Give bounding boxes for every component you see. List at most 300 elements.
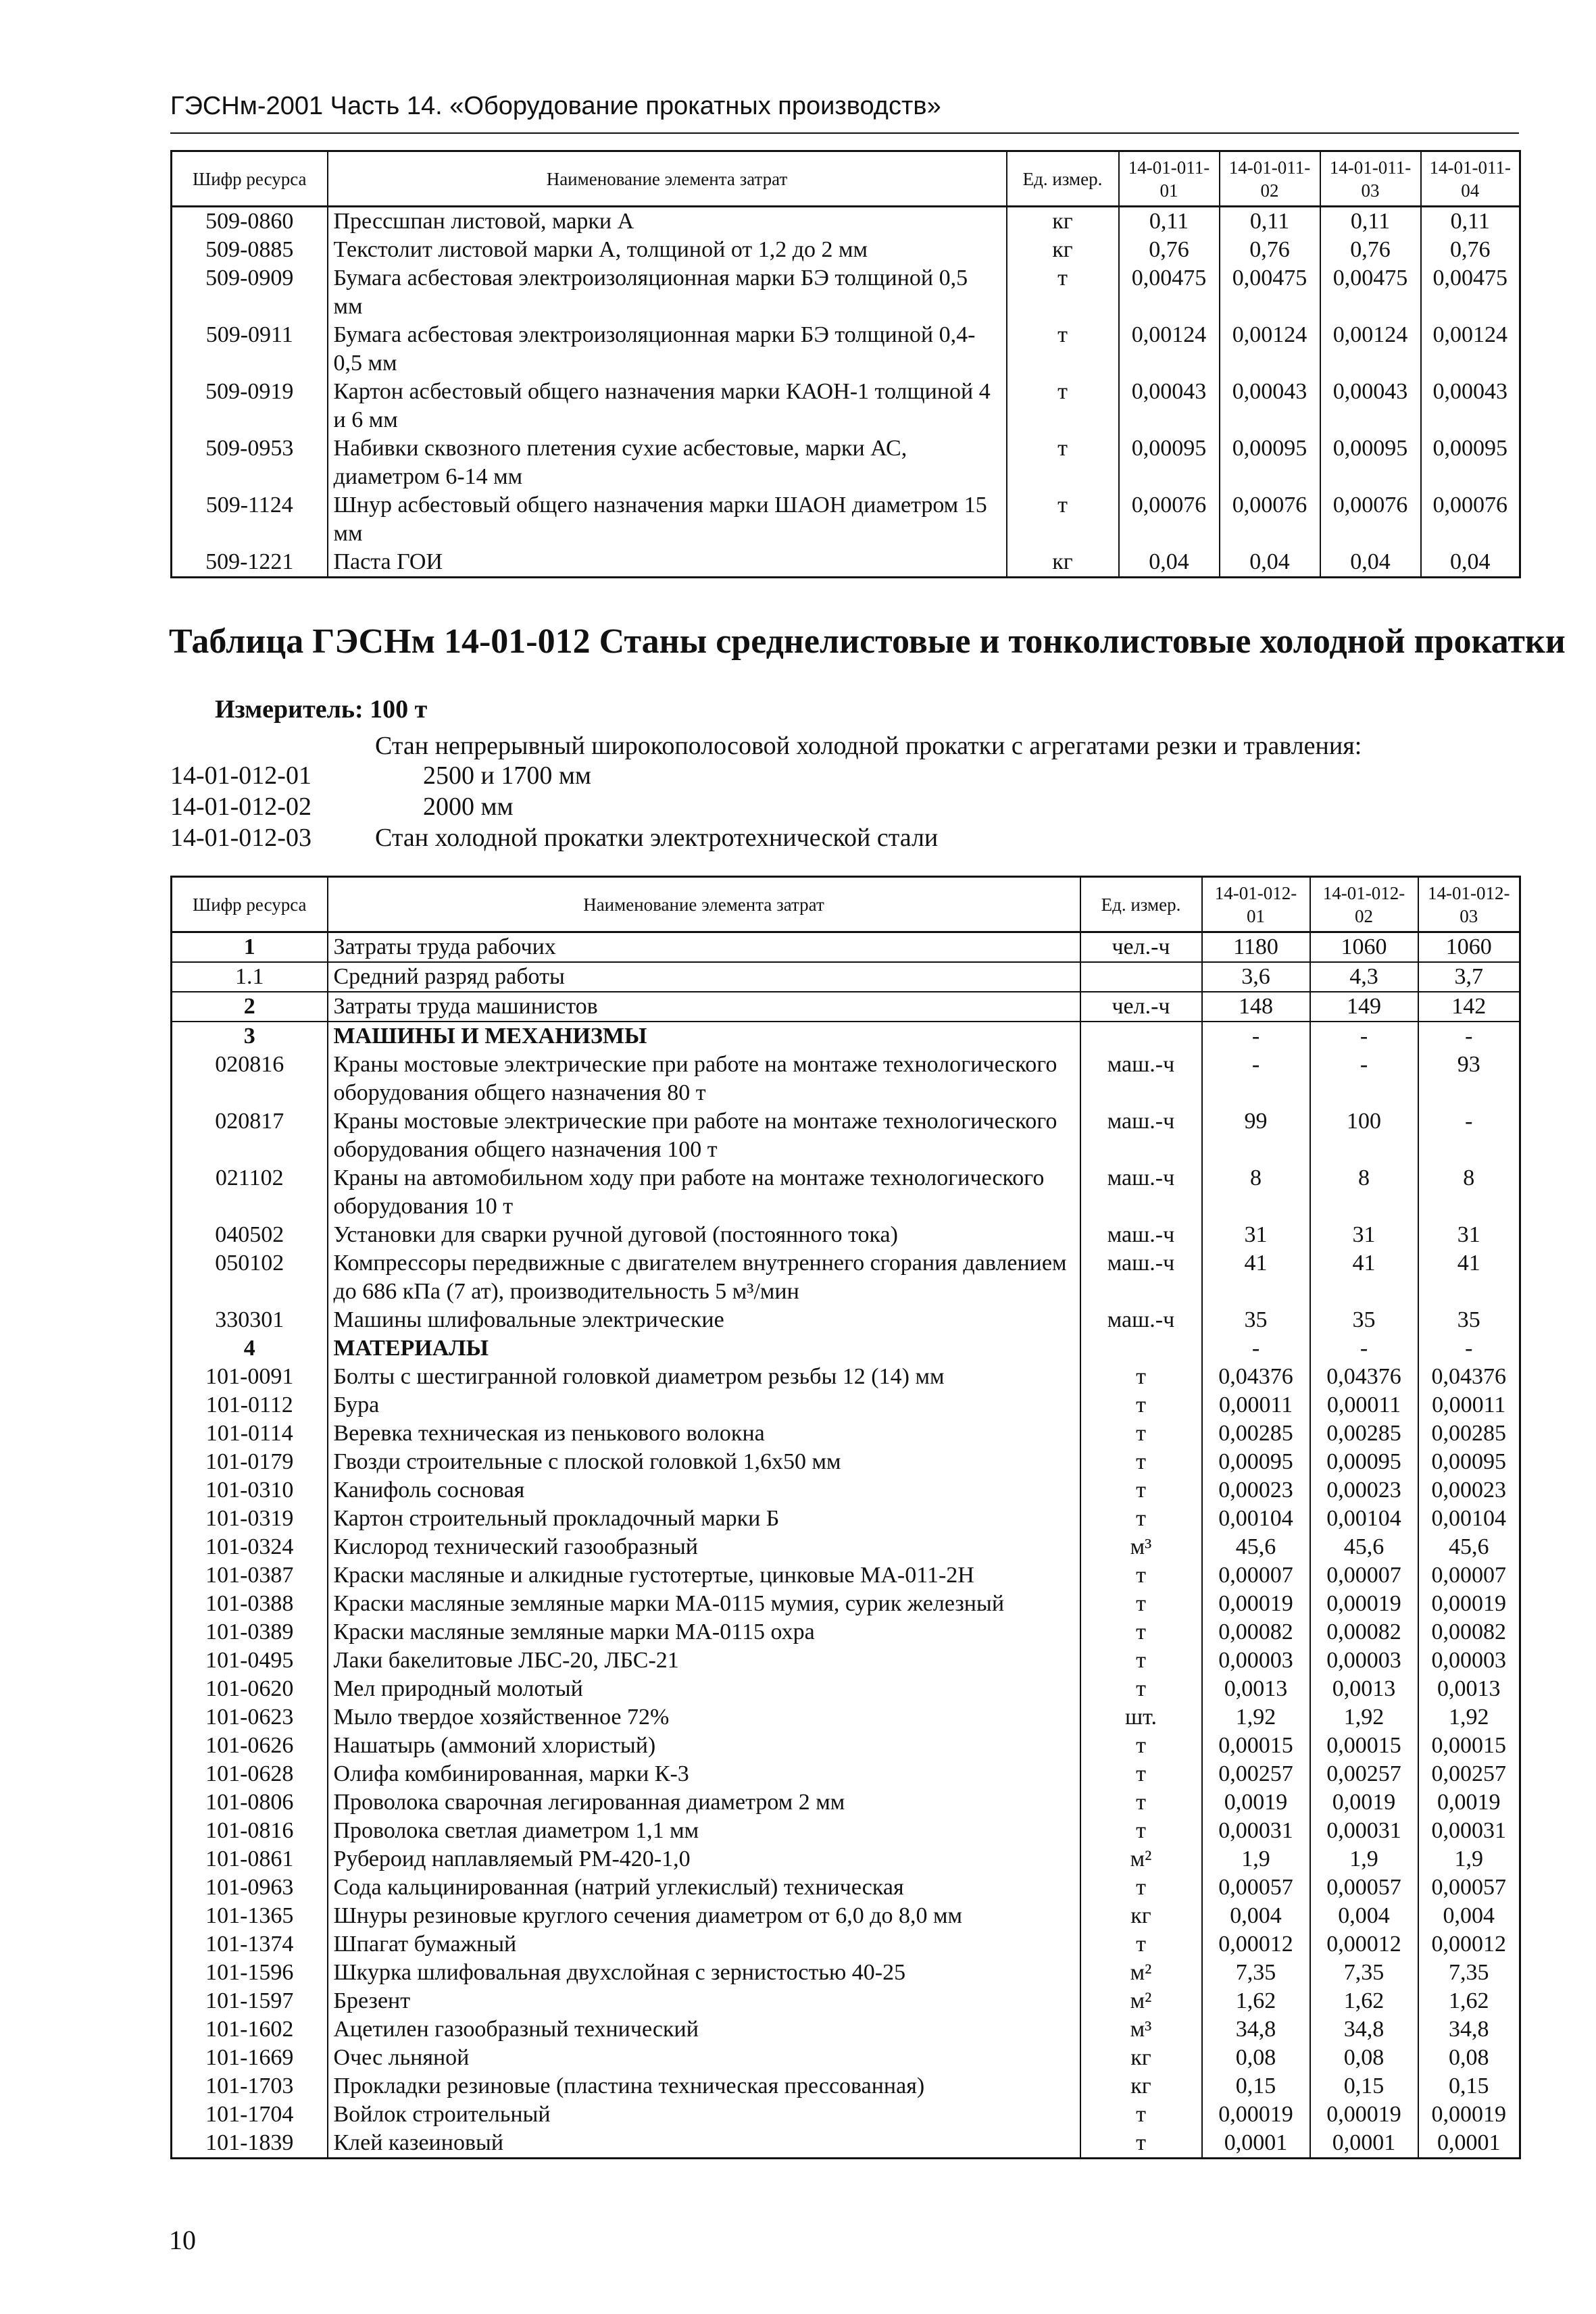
resource-code-cell: 020816 xyxy=(172,1051,328,1107)
table-row xyxy=(172,236,1520,264)
value-cell: 1,92 xyxy=(1202,1703,1310,1732)
unit-cell: м³ xyxy=(1080,2015,1202,2044)
resource-code-cell: 101-0091 xyxy=(172,1363,328,1391)
value-cell: 0,00124 xyxy=(1320,321,1421,378)
value-cell: 0,00095 xyxy=(1432,436,1507,461)
unit-cell: кг xyxy=(1007,548,1119,578)
cost-element-cell: Ацетилен газообразный технический xyxy=(328,2015,1080,2044)
cost-element-cell: Брезент xyxy=(328,1987,1080,2015)
meter-value: 100 т xyxy=(370,695,428,724)
unit-cell: т xyxy=(1080,1675,1202,1703)
value-cell: - xyxy=(1465,1024,1473,1049)
cost-element-cell: Кислород технический газообразный xyxy=(328,1533,1080,1561)
unit-cell: т xyxy=(1007,264,1119,321)
unit-cell: т xyxy=(1080,1646,1202,1675)
header-code: Шифр ресурса xyxy=(172,877,328,932)
unit-cell: м² xyxy=(1080,1987,1202,2015)
table-row xyxy=(172,1873,1520,1902)
value-cell: 0,00019 xyxy=(1202,2101,1310,2129)
unit-cell: т xyxy=(1080,2129,1202,2159)
header-name: Наименование элемента затрат xyxy=(328,151,1007,207)
table-row xyxy=(172,207,1520,236)
resource-code-cell: 101-0387 xyxy=(172,1561,328,1590)
value-cell: 0,00076 xyxy=(1432,493,1507,518)
header-col-4: 14-01-011-04 xyxy=(1421,151,1520,207)
value-cell: 8 xyxy=(1463,1165,1475,1190)
header-col-1: 14-01-012-01 xyxy=(1202,877,1310,932)
table-row xyxy=(172,992,1520,1022)
section-row xyxy=(172,1334,1520,1363)
resource-code-cell: 509-0919 xyxy=(172,378,328,434)
value-cell: 149 xyxy=(1310,992,1418,1022)
table-row xyxy=(172,1561,1520,1590)
cost-element-cell: Гвозди строительные с плоской головкой 1,6х50 мм xyxy=(328,1448,1080,1476)
table-row xyxy=(172,1533,1520,1561)
value-cell: 0,04376 xyxy=(1431,1364,1506,1389)
unit-cell: т xyxy=(1080,1873,1202,1902)
cost-element-cell: Краски масляные и алкидные густотертые, цинковые МА-011-2Н xyxy=(328,1561,1080,1590)
value-cell: 1,9 xyxy=(1202,1845,1310,1873)
resource-code-cell: 101-0963 xyxy=(172,1873,328,1902)
value-cell: 0,00257 xyxy=(1310,1760,1418,1788)
meter-label: Измеритель: xyxy=(215,695,364,724)
value-cell: 0,00019 xyxy=(1310,1590,1418,1618)
cost-element-cell: Сода кальцинированная (натрий углекислый) техническая xyxy=(328,1873,1080,1902)
value-cell: 41 xyxy=(1202,1249,1310,1306)
resource-code-cell: 509-0885 xyxy=(172,236,328,264)
value-cell: 0,00082 xyxy=(1431,1619,1506,1644)
value-cell: 41 xyxy=(1457,1251,1480,1276)
unit-cell: кг xyxy=(1007,207,1119,236)
resource-code-cell: 040502 xyxy=(172,1221,328,1249)
cost-element-cell: Паста ГОИ xyxy=(328,548,1007,578)
value-cell: 0,004 xyxy=(1443,1903,1495,1928)
resource-code-cell: 101-0806 xyxy=(172,1788,328,1817)
cost-element-cell: Мыло твердое хозяйственное 72% xyxy=(328,1703,1080,1732)
value-cell: 35 xyxy=(1202,1306,1310,1334)
value-cell: 148 xyxy=(1202,992,1310,1022)
cost-element-cell: Прессшпан листовой, марки А xyxy=(328,207,1007,236)
value-cell: 0,11 xyxy=(1320,207,1421,236)
value-cell: 0,04 xyxy=(1320,548,1421,578)
value-cell: 0,00003 xyxy=(1310,1646,1418,1675)
unit-cell: кг xyxy=(1080,2044,1202,2072)
value-cell: 1060 xyxy=(1445,934,1492,959)
value-cell: 7,35 xyxy=(1449,1960,1489,1985)
value-cell: 0,00031 xyxy=(1310,1817,1418,1845)
resource-code-cell: 101-0626 xyxy=(172,1732,328,1760)
value-cell: 35 xyxy=(1457,1307,1480,1332)
unit-cell: маш.-ч xyxy=(1080,1164,1202,1221)
value-cell: 1,92 xyxy=(1310,1703,1418,1732)
cost-element-cell: Установки для сварки ручной дуговой (постоянного тока) xyxy=(328,1221,1080,1249)
value-cell: 1,9 xyxy=(1310,1845,1418,1873)
value-cell: 99 xyxy=(1202,1107,1310,1164)
cost-element-cell: Рубероид наплавляемый РМ-420-1,0 xyxy=(328,1845,1080,1873)
table-row xyxy=(172,1363,1520,1391)
resource-code-cell: 509-1124 xyxy=(172,491,328,548)
resource-code-cell: 101-1704 xyxy=(172,2101,328,2129)
resource-code-cell: 101-1365 xyxy=(172,1902,328,1930)
unit-cell xyxy=(1080,1022,1202,1051)
value-cell: 1180 xyxy=(1202,932,1310,963)
table-row xyxy=(172,962,1520,992)
table-row xyxy=(172,1476,1520,1505)
cost-element-cell: Краны на автомобильном ходу при работе на монтаже технологического оборудования 10 т xyxy=(328,1164,1080,1221)
value-cell: 0,00095 xyxy=(1320,434,1421,491)
value-cell: 0,00082 xyxy=(1202,1618,1310,1646)
cost-element-cell: Краски масляные земляные марки МА-0115 мумия, сурик железный xyxy=(328,1590,1080,1618)
variant-text: Стан холодной прокатки электротехнической стали xyxy=(375,824,939,852)
value-cell: 0,004 xyxy=(1310,1902,1418,1930)
table-row xyxy=(172,264,1520,321)
variant-text: 2500 и 1700 мм xyxy=(423,761,591,790)
cost-element-cell: Компрессоры передвижные с двигателем внутреннего сгорания давлением до 686 кПа (7 ат), производительность 5 м³/мин xyxy=(328,1249,1080,1306)
cost-element-cell: Шнуры резиновые круглого сечения диаметром от 6,0 до 8,0 мм xyxy=(328,1902,1080,1930)
value-cell: 0,00043 xyxy=(1119,378,1220,434)
cost-element-cell: МАТЕРИАЛЫ xyxy=(328,1334,1080,1363)
table-row xyxy=(172,1902,1520,1930)
unit-cell: кг xyxy=(1080,2072,1202,2101)
unit-cell: т xyxy=(1080,1419,1202,1448)
table-row xyxy=(172,1391,1520,1419)
resource-code-cell: 509-0953 xyxy=(172,434,328,491)
unit-cell: маш.-ч xyxy=(1080,1249,1202,1306)
value-cell: 0,04 xyxy=(1119,548,1220,578)
value-cell: 0,00019 xyxy=(1202,1590,1310,1618)
resource-code-cell: 050102 xyxy=(172,1249,328,1306)
value-cell: 0,00011 xyxy=(1432,1392,1506,1417)
value-cell: 0,15 xyxy=(1449,2073,1489,2098)
value-cell: 0,0001 xyxy=(1437,2130,1501,2155)
value-cell: 0,08 xyxy=(1310,2044,1418,2072)
table-row xyxy=(172,321,1520,378)
value-cell: 41 xyxy=(1310,1249,1418,1306)
resource-code-cell: 101-0628 xyxy=(172,1760,328,1788)
cost-element-cell: Бура xyxy=(328,1391,1080,1419)
value-cell: 0,11 xyxy=(1119,207,1220,236)
value-cell: 0,00475 xyxy=(1320,264,1421,321)
unit-cell: т xyxy=(1080,1618,1202,1646)
value-cell: 4,3 xyxy=(1310,962,1418,992)
cost-element-cell: Мел природный молотый xyxy=(328,1675,1080,1703)
value-cell: - xyxy=(1310,1334,1418,1363)
unit-cell: т xyxy=(1007,321,1119,378)
table-row xyxy=(172,1419,1520,1448)
resource-code-cell: 021102 xyxy=(172,1164,328,1221)
value-cell: 0,00257 xyxy=(1431,1761,1506,1786)
value-cell: 0,00012 xyxy=(1431,1932,1506,1957)
variant-group-title: Стан непрерывный широкополосовой холодной прокатки с агрегатами резки и травления: xyxy=(375,732,1362,760)
header-unit: Ед. измер. xyxy=(1080,877,1202,932)
table-row xyxy=(172,1590,1520,1618)
cost-element-cell: Веревка техническая из пенькового волокна xyxy=(328,1419,1080,1448)
value-cell: 31 xyxy=(1202,1221,1310,1249)
cost-element-cell: Текстолит листовой марки А, толщиной от 1,2 до 2 мм xyxy=(328,236,1007,264)
value-cell: 0,00285 xyxy=(1431,1421,1506,1446)
value-cell: 0,00285 xyxy=(1202,1419,1310,1448)
value-cell: 0,04 xyxy=(1220,548,1320,578)
unit-cell: т xyxy=(1080,1732,1202,1760)
value-cell: 0,00011 xyxy=(1202,1391,1310,1419)
value-cell: 0,00023 xyxy=(1202,1476,1310,1505)
cost-element-cell: Шкурка шлифовальная двухслойная с зернистостью 40-25 xyxy=(328,1959,1080,1987)
value-cell: 0,00023 xyxy=(1310,1476,1418,1505)
value-cell: 0,00124 xyxy=(1119,321,1220,378)
unit-cell: т xyxy=(1080,1505,1202,1533)
value-cell: 0,00031 xyxy=(1202,1817,1310,1845)
resource-code-cell: 101-1703 xyxy=(172,2072,328,2101)
value-cell: 0,00124 xyxy=(1220,321,1320,378)
cost-element-cell: Картон строительный прокладочный марки Б xyxy=(328,1505,1080,1533)
table-row xyxy=(172,1249,1520,1306)
value-cell: 0,0019 xyxy=(1202,1788,1310,1817)
value-cell: 1,62 xyxy=(1449,1988,1489,2013)
table-row xyxy=(172,1732,1520,1760)
resource-code-cell: 101-1597 xyxy=(172,1987,328,2015)
value-cell: 0,76 xyxy=(1450,237,1491,262)
value-cell: 0,00104 xyxy=(1310,1505,1418,1533)
value-cell: 8 xyxy=(1202,1164,1310,1221)
value-cell: 0,00095 xyxy=(1431,1449,1506,1474)
cost-element-cell: Картон асбестовый общего назначения марки КАОН-1 толщиной 4 и 6 мм xyxy=(328,378,1007,434)
value-cell: 0,00012 xyxy=(1310,1930,1418,1959)
value-cell: - xyxy=(1465,1109,1473,1134)
unit-cell: т xyxy=(1080,1788,1202,1817)
value-cell: 93 xyxy=(1457,1052,1480,1077)
unit-cell: м² xyxy=(1080,1959,1202,1987)
table-row xyxy=(172,378,1520,434)
value-cell: 0,00076 xyxy=(1320,491,1421,548)
value-cell: 0,00257 xyxy=(1202,1760,1310,1788)
unit-cell: т xyxy=(1080,1930,1202,1959)
unit-cell: кг xyxy=(1080,1902,1202,1930)
value-cell: - xyxy=(1310,1051,1418,1107)
resource-code-cell: 101-0388 xyxy=(172,1590,328,1618)
header-col-3: 14-01-011-03 xyxy=(1320,151,1421,207)
header-unit: Ед. измер. xyxy=(1007,151,1119,207)
table-row xyxy=(172,1817,1520,1845)
cost-element-cell: Машины шлифовальные электрические xyxy=(328,1306,1080,1334)
value-cell: 0,76 xyxy=(1320,236,1421,264)
value-cell: 7,35 xyxy=(1202,1959,1310,1987)
cost-element-cell: Краски масляные земляные марки МА-0115 охра xyxy=(328,1618,1080,1646)
value-cell: 34,8 xyxy=(1310,2015,1418,2044)
value-cell: 0,11 xyxy=(1220,207,1320,236)
value-cell: - xyxy=(1202,1022,1310,1051)
table-row xyxy=(172,1306,1520,1334)
cost-element-cell: Бумага асбестовая электроизоляционная марки БЭ толщиной 0,4-0,5 мм xyxy=(328,321,1007,378)
value-cell: 1060 xyxy=(1310,932,1418,963)
value-cell: 0,00003 xyxy=(1202,1646,1310,1675)
table-row xyxy=(172,2015,1520,2044)
table-title: Таблица ГЭСНм 14-01-012 Станы среднелистовые и тонколистовые холодной прокатки xyxy=(169,622,1566,661)
unit-cell: маш.-ч xyxy=(1080,1051,1202,1107)
value-cell: 0,00475 xyxy=(1432,266,1507,291)
table-row xyxy=(172,1703,1520,1732)
value-cell: 0,00076 xyxy=(1220,491,1320,548)
value-cell: 0,00043 xyxy=(1320,378,1421,434)
unit-cell: маш.-ч xyxy=(1080,1107,1202,1164)
resource-code-cell: 101-0112 xyxy=(172,1391,328,1419)
page-number: 10 xyxy=(169,2225,196,2255)
table-row xyxy=(172,1930,1520,1959)
resource-code-cell: 101-1839 xyxy=(172,2129,328,2159)
header-col-1: 14-01-011-01 xyxy=(1119,151,1220,207)
value-cell: 0,76 xyxy=(1119,236,1220,264)
unit-cell: т xyxy=(1007,491,1119,548)
value-cell: 0,04 xyxy=(1450,549,1491,574)
unit-cell: т xyxy=(1080,1561,1202,1590)
unit-cell: кг xyxy=(1007,236,1119,264)
value-cell: 0,00015 xyxy=(1202,1732,1310,1760)
value-cell: 0,00285 xyxy=(1310,1419,1418,1448)
resource-code-cell: 101-0114 xyxy=(172,1419,328,1448)
table-row xyxy=(172,1107,1520,1164)
resource-code-cell: 509-0860 xyxy=(172,207,328,236)
header-rule xyxy=(170,132,1519,134)
cost-element-cell: Лаки бакелитовые ЛБС-20, ЛБС-21 xyxy=(328,1646,1080,1675)
unit-cell: чел.-ч xyxy=(1080,932,1202,963)
resource-code-cell: 2 xyxy=(172,992,328,1022)
table-header-row xyxy=(172,877,1520,932)
value-cell: 7,35 xyxy=(1310,1959,1418,1987)
value-cell: 0,004 xyxy=(1202,1902,1310,1930)
value-cell: 1,62 xyxy=(1202,1987,1310,2015)
value-cell: - xyxy=(1310,1022,1418,1051)
table-row xyxy=(172,1646,1520,1675)
value-cell: 0,00082 xyxy=(1310,1618,1418,1646)
table-row xyxy=(172,2072,1520,2101)
resource-code-cell: 101-0179 xyxy=(172,1448,328,1476)
value-cell: 45,6 xyxy=(1310,1533,1418,1561)
value-cell: 142 xyxy=(1451,994,1487,1019)
cost-element-cell: Олифа комбинированная, марки К-3 xyxy=(328,1760,1080,1788)
variant-code: 14-01-012-02 xyxy=(170,793,311,821)
value-cell: 0,00011 xyxy=(1310,1391,1418,1419)
value-cell: 0,0001 xyxy=(1310,2129,1418,2159)
table-row xyxy=(172,1448,1520,1476)
unit-cell: шт. xyxy=(1080,1703,1202,1732)
cost-element-cell: Шпагат бумажный xyxy=(328,1930,1080,1959)
value-cell: 0,00095 xyxy=(1310,1448,1418,1476)
unit-cell: маш.-ч xyxy=(1080,1306,1202,1334)
cost-element-cell: Краны мостовые электрические при работе на монтаже технологического оборудования общего назначения 80 т xyxy=(328,1051,1080,1107)
table-row xyxy=(172,2044,1520,2072)
value-cell: 0,04376 xyxy=(1202,1363,1310,1391)
value-cell: 0,00057 xyxy=(1310,1873,1418,1902)
value-cell: 0,00031 xyxy=(1431,1818,1506,1843)
cost-element-cell: МАШИНЫ И МЕХАНИЗМЫ xyxy=(328,1022,1080,1051)
value-cell: 0,00007 xyxy=(1202,1561,1310,1590)
value-cell: 31 xyxy=(1457,1222,1480,1247)
resource-code-cell: 101-0620 xyxy=(172,1675,328,1703)
value-cell: 0,00043 xyxy=(1220,378,1320,434)
value-cell: 1,62 xyxy=(1310,1987,1418,2015)
cost-element-cell: Набивки сквозного плетения сухие асбестовые, марки АС, диаметром 6-14 мм xyxy=(328,434,1007,491)
value-cell: 0,08 xyxy=(1202,2044,1310,2072)
resource-code-cell: 3 xyxy=(172,1022,328,1051)
value-cell: 0,00475 xyxy=(1220,264,1320,321)
cost-element-cell: Канифоль сосновая xyxy=(328,1476,1080,1505)
value-cell: 0,08 xyxy=(1449,2045,1489,2070)
value-cell: 0,00003 xyxy=(1431,1648,1506,1673)
resource-code-cell: 1.1 xyxy=(172,962,328,992)
cost-element-cell: Проволока сварочная легированная диаметром 2 мм xyxy=(328,1788,1080,1817)
unit-cell: т xyxy=(1007,378,1119,434)
value-cell: - xyxy=(1202,1051,1310,1107)
value-cell: 0,00015 xyxy=(1310,1732,1418,1760)
unit-cell: маш.-ч xyxy=(1080,1221,1202,1249)
cost-element-cell: Очес льняной xyxy=(328,2044,1080,2072)
table-row xyxy=(172,932,1520,963)
value-cell: 0,00019 xyxy=(1310,2101,1418,2129)
unit-cell xyxy=(1080,1334,1202,1363)
value-cell: 0,0001 xyxy=(1202,2129,1310,2159)
meter xyxy=(215,695,427,724)
table-row xyxy=(172,491,1520,548)
value-cell: 1,9 xyxy=(1454,1846,1483,1871)
unit-cell: т xyxy=(1080,1363,1202,1391)
value-cell: 0,00023 xyxy=(1431,1478,1506,1503)
unit-cell: м³ xyxy=(1080,1533,1202,1561)
value-cell: 31 xyxy=(1310,1221,1418,1249)
value-cell: 0,0019 xyxy=(1437,1790,1501,1815)
value-cell: 0,0013 xyxy=(1437,1676,1501,1701)
table-body xyxy=(172,932,1520,2159)
value-cell: 0,76 xyxy=(1220,236,1320,264)
resource-code-cell: 101-1374 xyxy=(172,1930,328,1959)
cost-element-cell: Затраты труда машинистов xyxy=(328,992,1080,1022)
variant-text: 2000 мм xyxy=(423,793,514,821)
resource-code-cell: 101-0495 xyxy=(172,1646,328,1675)
value-cell: 0,00015 xyxy=(1431,1733,1506,1758)
variant-code: 14-01-012-03 xyxy=(170,824,311,852)
resource-code-cell: 509-0911 xyxy=(172,321,328,378)
header-col-3: 14-01-012-03 xyxy=(1418,877,1520,932)
header-col-2: 14-01-012-02 xyxy=(1310,877,1418,932)
resource-code-cell: 101-1669 xyxy=(172,2044,328,2072)
table-header-row xyxy=(172,151,1520,207)
unit-cell: т xyxy=(1080,1817,1202,1845)
table-row xyxy=(172,1845,1520,1873)
header-col-2: 14-01-011-02 xyxy=(1220,151,1320,207)
header-code: Шифр ресурса xyxy=(172,151,328,207)
table-row xyxy=(172,1675,1520,1703)
table-row xyxy=(172,434,1520,491)
table-row xyxy=(172,1051,1520,1107)
resource-code-cell: 101-0310 xyxy=(172,1476,328,1505)
table-row xyxy=(172,1164,1520,1221)
cost-element-cell: Проволока светлая диаметром 1,1 мм xyxy=(328,1817,1080,1845)
resource-code-cell: 101-0389 xyxy=(172,1618,328,1646)
value-cell: - xyxy=(1465,1336,1473,1361)
unit-cell: т xyxy=(1080,1760,1202,1788)
value-cell: 45,6 xyxy=(1202,1533,1310,1561)
header-name: Наименование элемента затрат xyxy=(328,877,1080,932)
table-body xyxy=(172,207,1520,578)
value-cell: 1,92 xyxy=(1449,1705,1489,1730)
value-cell: 0,04376 xyxy=(1310,1363,1418,1391)
value-cell: 0,00057 xyxy=(1202,1873,1310,1902)
cost-element-cell: Нашатырь (аммоний хлористый) xyxy=(328,1732,1080,1760)
resource-code-cell: 020817 xyxy=(172,1107,328,1164)
value-cell: 0,00104 xyxy=(1202,1505,1310,1533)
cost-element-cell: Средний разряд работы xyxy=(328,962,1080,992)
resource-code-cell: 509-1221 xyxy=(172,548,328,578)
unit-cell: т xyxy=(1007,434,1119,491)
value-cell: 0,00012 xyxy=(1202,1930,1310,1959)
